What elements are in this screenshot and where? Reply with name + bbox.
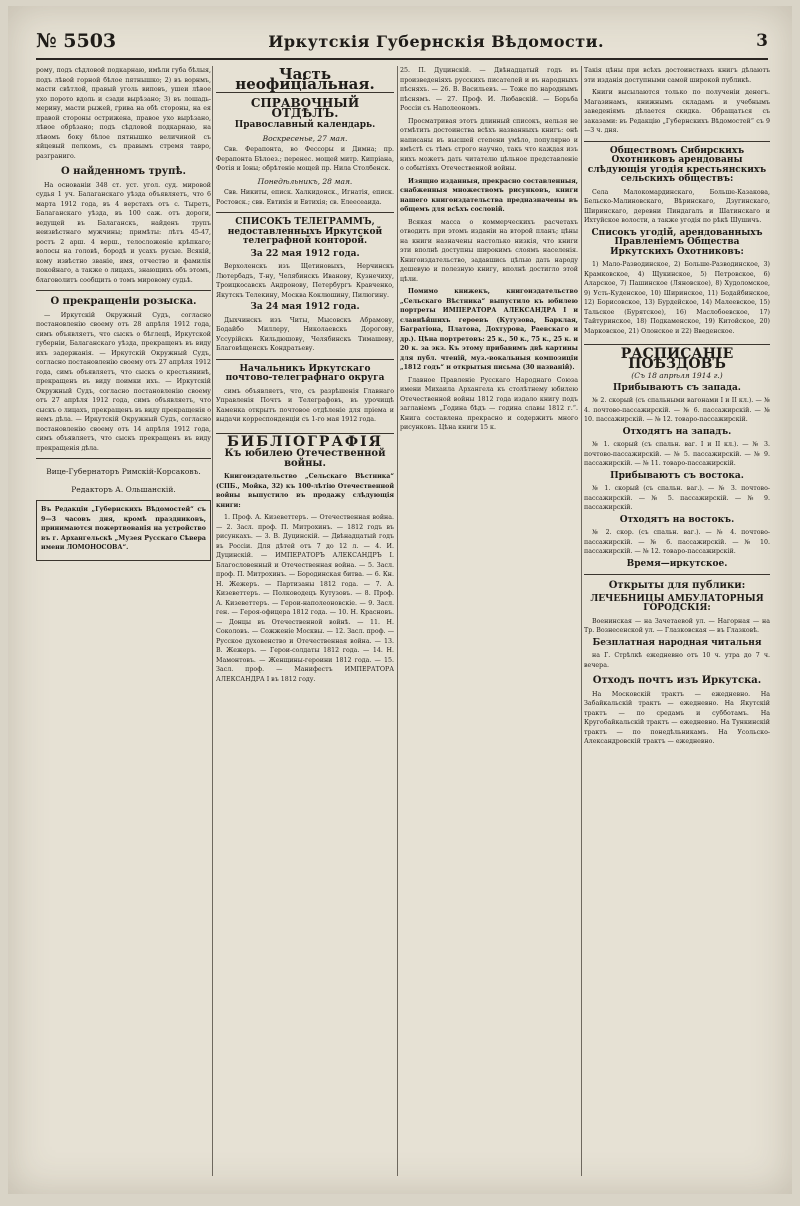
telegrams-date-1-text: Верхоленскъ изъ Щетиновыхъ, Нерчинскъ Лютербадъ, Т-ну, Челябинскъ Иванову, Кузнечиху, Троицкосавскъ Андронову, Петербургъ Кравченко, Якутскъ Телекину, Москва Коклюшину, Пилюгину.	[216, 263, 394, 299]
calendar-sunday-text: Свв. Ферапонта, во Фессоры и Димна; пр. Ферапонта Бѣлоез.; перенес. мощей митр. Кипріана, Фотія и Іоны; обрѣтеніе мощей пр. Нила Столбенск.	[216, 146, 394, 172]
section-title: Часть неофиціальная.	[216, 70, 394, 93]
hunting-list-text: 1) Мало-Разводинское, 2) Больше-Разводинское, 3) Крамковское, 4) Щукинское, 5) Петровское, 6) Аларское, 7) Пашинское (Ляновское), 8) Худоломское, 9) Усть-Куденское, 10) Ширинское, 11) Бодайбинское, 12) Борисовское, 13) Бурдейское, 14) Малеевское, 15) Тальское (Бурятское), 16) Маслобоевское, 17) Тайтуринское, 18) Подкаменское, 19) Китойское, 20) Марковское, 21) Олонское и 22) Введенское.	[584, 261, 770, 335]
depart-east-title: Отходятъ на востокъ.	[619, 514, 735, 525]
column-divider	[581, 66, 582, 1176]
post-office-title: Начальникъ Иркутскаго почтово-телеграфнаго округа	[225, 363, 385, 383]
train-schedule-subtitle: (Съ 18 апрѣля 1914 г.)	[631, 371, 723, 380]
reference-dept-title: СПРАВОЧНЫЙ ОТДѢЛЪ.	[250, 96, 360, 120]
donation-ad-text: Въ Редакціи „Губернскихъ Вѣдомостей“ съ 9—3 часовъ дня, кромѣ праздниковъ, принимаются пожертвованія на устройство въ г. Архангельскѣ „Музея Русскаго Сѣвера имени ЛОМОНОСОВА“.	[41, 506, 206, 551]
column-1	[36, 66, 211, 1176]
bibliography-note: Изящно изданныя, прекрасно составленныя, снабженныя множествомъ рисунковъ, книги нашего книгоиздательства предназначены въ общемъ для всѣхъ сословій.	[400, 177, 578, 213]
column-4	[584, 66, 770, 1176]
search-stop-title: О прекращеніи розыска.	[50, 296, 197, 307]
column-divider	[397, 66, 398, 1176]
calendar-monday: Понедѣльникъ, 28 мая.	[257, 176, 353, 186]
calendar-sunday: Воскресенье, 27 мая.	[262, 133, 348, 143]
post-departure-text: На Московскій трактъ — ежедневно. На Забайкальскій трактъ — ежедневно. На Якутскій трактъ — по средамъ и субботамъ. На Кругобайкальскій трактъ — ежедневно. На Тункинскій трактъ — по понедѣльникамъ. На Усольско-Александровскій трактъ — ежедневно.	[584, 690, 770, 745]
arrive-east-text: № 1. скорый (съ спальн. ваг.). — № 3. почтово-пассажирскій. — № 5. пассажирскій. — № 9. пассажирскій.	[584, 485, 770, 511]
hunting-list-title: Списокъ угодій, арендованныхъ Правленіемъ Общества Иркутскихъ Охотниковъ:	[591, 227, 763, 257]
bibliography-review: Просматривая этотъ длинный списокъ, нельзя не отмѣтить достоинства всѣхъ названныхъ книгъ: онѣ написаны въ высшей степени умѣло, популярно и вмѣстѣ съ тѣмъ строго научно, такъ что каждая изъ нихъ можетъ дать читателю цѣльное представленіе о событіяхъ Отечественной войны.	[400, 117, 578, 172]
bibliography-subtitle: Къ юбилею Отечественной войны.	[224, 448, 386, 469]
page-number: 3	[756, 31, 768, 51]
arrive-west-text: № 2. скорый (съ спальными вагонами I и II кл.). — № 4. почтово-пассажирскій. — № 6. пассажирскій. — № 10. пассажирскій. — № 12. товаро-пассажирскій.	[584, 397, 770, 423]
train-schedule-title: РАСПИСАНІЕ ПОѢЗДОВЪ	[584, 344, 770, 369]
hunters-text: Села Малокомардинскаго, Больше-Казакова, Бельско-Малиновскаго, Вѣринскаго, Дзугинскаго, Ширинскаго, деревни Пиндагалъ и Шатинскаго и Ихтуйское волости, а также угодія по рѣкѣ Шушичъ.	[584, 188, 770, 224]
newspaper-title: Иркутскія Губернскія Вѣдомости.	[268, 31, 605, 51]
bibliography-review-2: Всякая масса о коммерческихъ расчетахъ отводитъ при этомъ изданіи на второй планъ; цѣны на книги назначены настолько низкія, что книги эти вполнѣ доступны широкимъ слоямъ населенія. Книгоиздательство, задавшись цѣлью дать народу дешевую и полезную книгу, вполнѣ достигло этой цѣли.	[400, 218, 578, 283]
divider	[36, 290, 211, 291]
telegrams-date-2: За 24 мая 1912 года.	[250, 302, 360, 312]
arrive-east-title: Прибываютъ съ востока.	[610, 470, 744, 481]
column-2	[216, 66, 394, 1176]
intro-text-col4-2: Книги высылаются только по полученіи денегъ. Магазинамъ, книжнымъ складамъ и учебнымъ заведеніямъ дѣлается скидка. Обращаться съ заказами: въ Редакцію „Губернскихъ Вѣдомостей“ съ 9—3 ч. дня.	[584, 89, 770, 134]
calendar-monday-text: Свв. Никиты, еписк. Халкидонск., Игнатія, еписк. Ростовск.; свв. Евтихія и Евтихія; св. Елеесеаида.	[216, 189, 394, 206]
open-public-subtitle: ЛЕЧЕБНИЦЫ АМБУЛАТОРНЫЯ ГОРОДСКІЯ:	[590, 593, 764, 613]
depart-west-title: Отходятъ на западъ.	[622, 426, 732, 437]
open-public-text: Военинская — на Зачетаевой ул. — Нагорная — на Тр. Вознесенской ул. — Глазковская — въ Глазковѣ.	[584, 617, 770, 634]
telegrams-date-1: За 22 мая 1912 года.	[250, 248, 360, 259]
calendar-title: Православный календарь.	[234, 120, 376, 130]
divider	[216, 212, 394, 213]
reading-room-title: Безплатная народная читальня	[592, 637, 762, 648]
hunters-title: Обществомъ Сибирскихъ Охотниковъ арендованы слѣдующія угодія крестьянскихъ сельскихъ обществъ:	[587, 145, 767, 184]
editor-signature: Редакторъ А. Ольшанскій.	[71, 484, 176, 494]
vice-governor-signature: Вице-Губернаторъ Римскій-Корсаковъ.	[46, 467, 201, 476]
portraits-note: Помимо книжекъ, книгоиздательство „Сельскаго Вѣстника“ выпустило къ юбилею портреты ИМПЕРАТОРА АЛЕКСАНДРА I и славнѣйшихъ героевъ (Кутузова, Барклая, Багратіона, Платова, Дохтурова, Раевскаго и др.). Цѣна портретовъ: 25 к., 50 к., 75 к., 25 к. и 20 к. за экз. Къ этому прибавимъ двѣ картины для публ. чтеній, муз.-вокальныя композиціи „1812 годъ“ и открытыя письма (30 названій).	[400, 288, 578, 371]
divider	[584, 141, 770, 142]
telegrams-title: СПИСОКЪ ТЕЛЕГРАММЪ, недоставленныхъ Иркутской телеграфной конторой.	[227, 217, 383, 246]
found-body-title: О найденномъ трупѣ.	[60, 166, 186, 177]
newspaper-page	[8, 6, 792, 1194]
arrive-west-title: Прибываютъ съ запада.	[613, 382, 741, 393]
open-public-title: Открыты для публики:	[608, 580, 746, 591]
search-stop-text: — Иркутскій Окружный Судъ, согласно постановленію своему отъ 28 апрѣля 1912 года, симъ объявляетъ, что сыскъ о бѣглецѣ, Иркутской губерніи, Балаганскаго уѣзда, прекращенъ въ виду ихъ задержанія. — Иркутскій Окружный Судъ, согласно постановленію своему отъ 27 апрѣля 1912 года, симъ объявляетъ, что сыскъ о крестьянинѣ, прекращенъ въ виду поимки ихъ. — Иркутскій Окружный Судъ, согласно постановленію своему отъ 27 апрѣля 1912 года, симъ объявляетъ, что сыскъ о лицахъ, прекращенъ въ виду прекращенія о немъ дѣла. — Иркутскій Окружный Судъ, согласно постановленію своему отъ 14 апрѣля 1912 года, симъ объявляетъ, что сыскъ прекращенъ въ виду прекращенія дѣла.	[36, 311, 211, 452]
bibliography-publisher: Книгоиздательство „Сельскаго Вѣстника“ (СПБ., Мойка, 32) къ 100-лѣтію Отечественной войны выпустило въ продажу слѣдующія книги:	[216, 473, 394, 509]
donation-ad	[36, 500, 211, 561]
page-header	[36, 24, 768, 60]
found-body-text: На основаніи 348 ст. уст. угол. суд. мировой судья 1 уч. Балаганскаго уѣзда объявляетъ, что 6 марта 1912 года, въ 4 верстахъ отъ с. Тыретъ, Балаганскаго уѣзда, въ 100 саж. отъ дороги, ведущей въ Балаганскъ, найденъ трупъ неизвѣстнаго мужчины; примѣты: лѣтъ 45-47, ростъ 2 арш. 4 верш., телосложеніе крѣпкаго; волосы на головѣ, бородѣ и усахъ русые. Всякій, кому извѣстно званіе, имя, отчество и фамилія покойнаго, а также о лицахъ, знающихъ объ этомъ, благоволитъ сообщить о томъ мировому судьѣ.	[36, 181, 211, 284]
post-office-text: симъ объявляетъ, что, съ разрѣшенія Главнаго Управленія Почтъ и Телеграфовъ, въ урочищѣ Каменка открытъ почтовое отдѣленіе для пріема и выдачи корреспонденціи съ 1-го мая 1912 года.	[216, 387, 394, 423]
intro-text-col4: Такія цѣны при всѣхъ достоинствахъ книгъ дѣлаютъ эти изданія доступными самой широкой публикѣ.	[584, 67, 770, 84]
time-note: Время—иркутское.	[626, 558, 728, 569]
divider	[36, 458, 211, 459]
post-departure-title: Отходъ почтъ изъ Иркутска.	[592, 675, 762, 686]
depart-east-text: № 2. скор. (съ спальн. ваг.). — № 4. почтово-пассажирскій. — № 6. пассажирскій. — № 10. пассажирскій. — № 12. товаро-пассажирскій.	[584, 529, 770, 555]
reading-room-text: на Г. Стрѣлкѣ ежедневно отъ 10 ч. утра до 7 ч. вечера.	[584, 652, 770, 669]
column-divider	[212, 66, 213, 1176]
divider	[216, 359, 394, 360]
divider	[584, 574, 770, 575]
column-3	[400, 66, 578, 1176]
issue-number: № 5503	[36, 30, 117, 52]
telegrams-date-2-text: Дыхчинскъ изъ Читы, Мысовскъ Абрамову, Бодайбо Миллеру, Николаевскъ Дорогову, Уссурійскъ Кильдюшову, Челябинскъ Тимашеву, Благовѣщенскъ Кондратьеву.	[216, 316, 394, 352]
bibliography-list: 1. Проф. А. Кизеветтеръ. — Отечественная война. — 2. Засл. проф. П. Митрохинъ. — 1812 годъ въ рисункахъ. — 3. В. Дуцинскій. — Двѣнадцатый годъ въ Россіи. Для дѣтей отъ 7 до 12 л. — 4. И. Дуцинскій. — ИМПЕРАТОРЪ АЛЕКСАНДРЪ I. Благословенный и Отечественная война. — 5. Засл. проф. П. Митрохинъ. — Бородинская битва. — 6. Кн. Н. Жежеръ. — Партизаны 1812 года. — 7. А. Кизеветтеръ. — Полководецъ Кутузовъ. — 8. Проф. А. Кизеветтеръ. — Герои-наполеоновскіе. — 9. Засл. ген. — Героя-офицера 1812 года. — 10. Н. Красновъ. — Донцы въ Отечественной войнѣ. — 11. Н. Соколовъ. — Сожженіе Москвы. — 12. Засл. проф. — Русское духовенство и Отечественная война. — 13. В. Жежеръ. — Герои-солдаты 1812 года. — 14. Н. Мамонтовъ. — Женщины-героини 1812 года. — 15. Засл. проф. — Манифестъ ИМПЕРАТОРА АЛЕКСАНДРА I въ 1812 году.	[216, 514, 394, 683]
depart-west-text: № 1. скорый (съ спальн. ваг. I и II кл.). — № 3. почтово-пассажирскій. — № 5. пассажирскій. — № 9. пассажирскій. — № 11. товаро-пассажирскій.	[584, 441, 770, 467]
bibliography-review-3: Главное Правленіе Русскаго Народнаго Союза имени Михаила Архангела къ столѣтнему юбилею Отечественной войны 1812 года издало книгу подъ заглавіемъ „Година бѣдъ — година славы 1812 г.“. Книга составлена прекрасно и содержитъ много рисунковъ. Цѣна книги 15 к.	[400, 376, 578, 431]
bibliography-title: БИБЛІОГРАФІЯ	[216, 433, 394, 448]
intro-text: рому, подъ сѣдловой подкарнаю, имѣли губа бѣлыя, подъ лѣвой горной бѣлое пятнышко; 2) въ ворнмъ, масти свѣтлой, правый уголь виповъ, ушеи лѣвое ухо порото вдоль и сзади вырѣзано; 3) въ лошадь-мерину, масти рыжей, грива на обѣ стороны, на ея правой стороны острижена, правое ухо вырѣзано, лѣвое обрѣзано; подъ сѣдловой подкарнаю, на лѣвомъ боку бѣлое пятнышко величиной съ яйцевый пелкомъ, съ правымъ стремя тавро, разграниго.	[36, 67, 211, 160]
bibliography-list-continued: 25. П. Дуцинскій. — Двѣнадцатый годъ въ произведеніяхъ русскихъ писателей и въ народныхъ пѣсняхъ. — 26. В. Васильевъ. — Тоже по народнымъ пѣснямъ. — 27. Проф. И. Любавскій. — Борьба Россіи съ Наполеономъ.	[400, 67, 578, 112]
